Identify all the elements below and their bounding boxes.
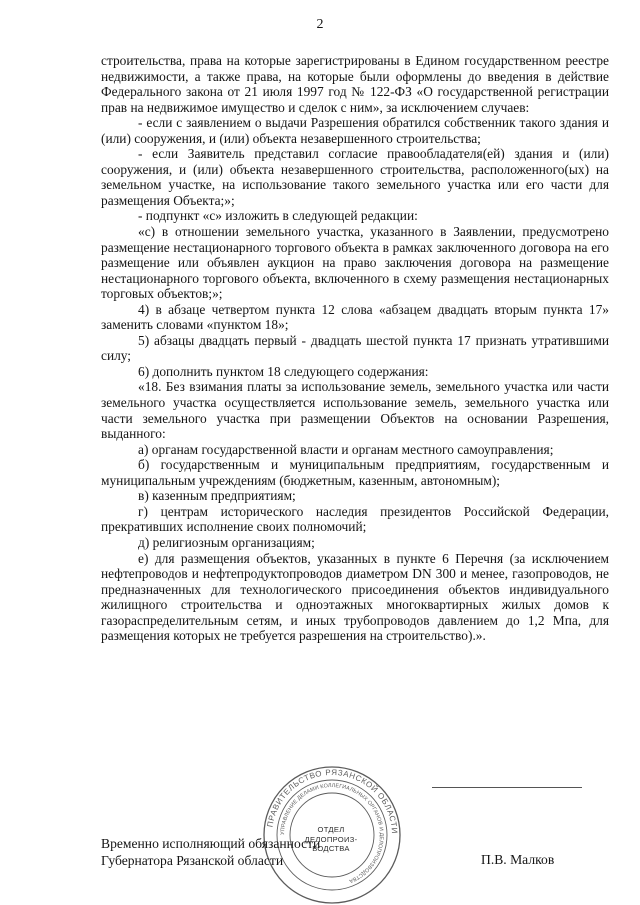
signer-name: П.В. Малков xyxy=(481,852,555,867)
paragraph: б) государственным и муниципальным предприятиям, государственным и муниципальным учреждениям (бюджетным, казенным, автономным); xyxy=(101,457,609,488)
paragraph: - если Заявитель представил согласие правообладателя(ей) здания и (или) сооружения, и (или) объекта незавершенного строительства, расположенного(ых) на земельном участке, на использование такого земельного участка или его части для размещения Объекта;»; xyxy=(101,146,609,208)
paragraph: г) центрам исторического наследия президентов Российской Федерации, прекративших исполнение своих полномочий; xyxy=(101,503,609,535)
seal-middle-text: УПРАВЛЕНИЕ ДЕЛАМИ КОЛЛЕГИАЛЬНЫХ ОРГАНОВ И ДЕЛОПРОИЗВОДСТВА xyxy=(279,782,385,884)
seal-outer-text: ПРАВИТЕЛЬСТВО РЯЗАНСКОЙ ОБЛАСТИ xyxy=(265,767,400,835)
seal-center-line: ОТДЕЛ xyxy=(317,825,345,834)
paragraph: строительства, права на которые зарегистрированы в Едином государственном реестре недвижимости, а также права, на которые были оформлены до введения в действие Федерального закона от 21 июля 1997 год № 122-ФЗ «О государственной регистрации прав на недвижимое имущество и сделок с ним», за исключением случаев: xyxy=(101,53,609,115)
closing-divider xyxy=(432,787,582,788)
signer-title-line: Губернатора Рязанской области xyxy=(101,853,284,868)
seal-center-line: ВОДСТВА xyxy=(312,844,350,853)
page-number: 2 xyxy=(316,17,324,32)
paragraph: 5) абзацы двадцать первый - двадцать шестой пункта 17 признать утратившими силу; xyxy=(101,332,609,364)
paragraph: «18. Без взимания платы за использование земель, земельного участка или части земельного участка осуществляется использование земель, земельного участка или части земельного участка при размещении Объектов на основании Разрешения, выданного: xyxy=(101,379,609,442)
paragraph: д) религиозным организациям; xyxy=(138,534,315,550)
paragraph: в) казенным предприятиям; xyxy=(138,488,296,504)
signer-title xyxy=(101,835,320,869)
signer-title-line: Временно исполняющий обязанности xyxy=(101,836,321,851)
seal-center-line: ДЕЛОПРОИЗ- xyxy=(304,834,358,844)
paragraph: - если с заявлением о выдачи Разрешения обратился собственник такого здания и (или) сооружения, и (или) объекта незавершенного строительства; xyxy=(101,115,609,146)
paragraph: 4) в абзаце четвертом пункта 12 слова «абзацем двадцать вторым пункта 17» заменить словами «пунктом 18»; xyxy=(101,301,609,333)
paragraph: е) для размещения объектов, указанных в пункте 6 Перечня (за исключением нефтепроводов и нефтепродуктопроводов диаметром DN 300 и менее, газопроводов, не предназначенных для технологического присоединения объектов индивидуального жилищного строительства и одноэтажных многоквартирных жилых домов к газораспределительным сетям, и иных трубопроводов давлением до 1,2 Мпа, для размещения которых не требуется разрешения на строительство).». xyxy=(101,550,609,644)
paragraph: - подпункт «с» изложить в следующей редакции: xyxy=(138,208,418,224)
paragraph: а) органам государственной власти и органам местного самоуправления; xyxy=(138,441,554,457)
document-body xyxy=(101,53,609,644)
paragraph: 6) дополнить пунктом 18 следующего содержания: xyxy=(138,363,429,379)
paragraph: «с) в отношении земельного участка, указанного в Заявлении, предусмотрено размещение нестационарного торгового объекта в рамках заключенного договора на его размещение или объявлен аукцион на право заключения договора на размещение нестационарного торгового объекта, включенного в схему размещения нестационарных торговых объектов;»; xyxy=(101,224,609,302)
